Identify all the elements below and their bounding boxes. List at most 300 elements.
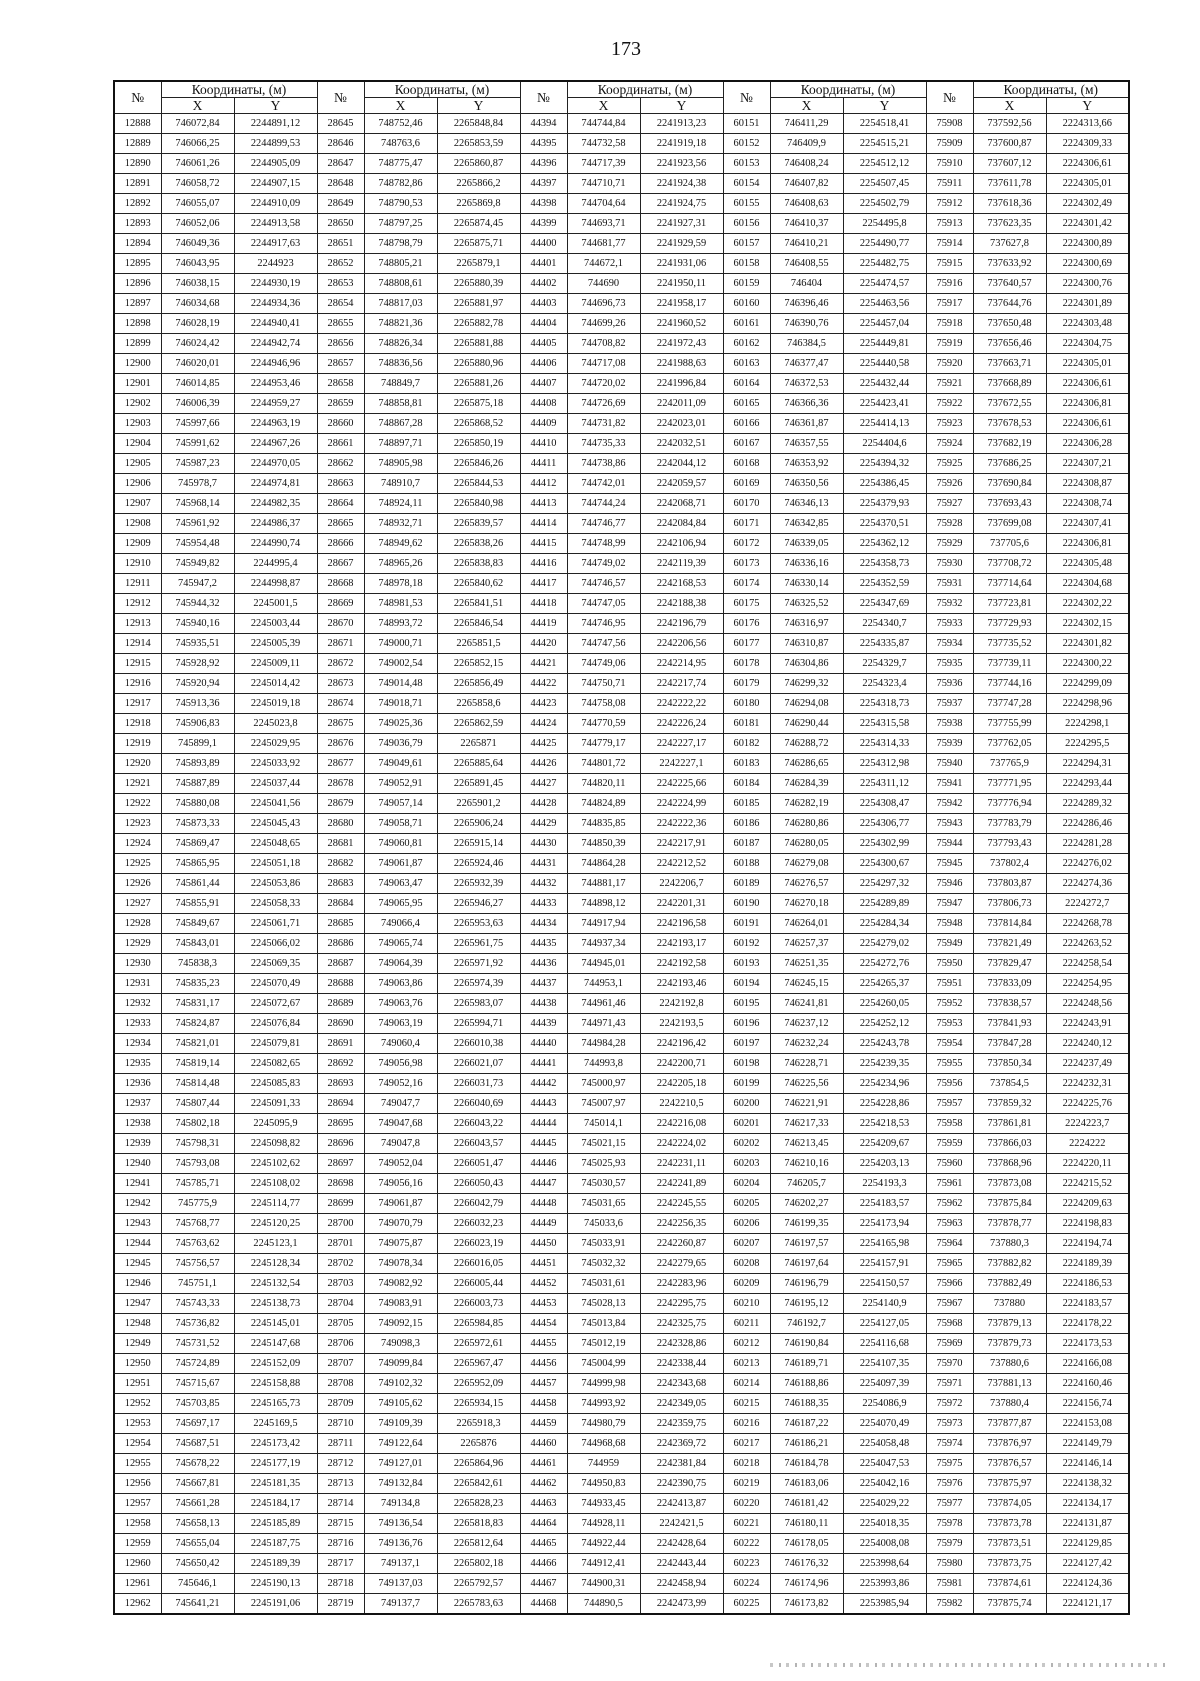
point-number-cell: 60183: [723, 754, 770, 774]
coord-y-cell: 2242200,71: [640, 1054, 723, 1074]
coord-y-cell: 2254127,05: [843, 1314, 926, 1334]
coord-y-cell: 2242428,64: [640, 1534, 723, 1554]
point-number-cell: 75960: [926, 1154, 973, 1174]
coord-y-cell: 2224302,15: [1046, 614, 1129, 634]
point-number-cell: 44420: [520, 634, 567, 654]
coord-y-cell: 2254284,34: [843, 914, 926, 934]
point-number-cell: 28676: [317, 734, 364, 754]
coord-y-cell: 2224146,14: [1046, 1454, 1129, 1474]
coord-x-cell: 746038,15: [161, 274, 234, 294]
coord-y-cell: 2241924,75: [640, 194, 723, 214]
coord-x-cell: 744984,28: [567, 1034, 640, 1054]
point-number-cell: 28681: [317, 834, 364, 854]
header-y: Y: [843, 98, 926, 114]
coord-y-cell: 2245120,25: [234, 1214, 317, 1234]
coord-y-cell: 2224232,31: [1046, 1074, 1129, 1094]
coord-y-cell: 2244913,58: [234, 214, 317, 234]
coord-x-cell: 749060,4: [364, 1034, 437, 1054]
coord-y-cell: 2224303,48: [1046, 314, 1129, 334]
coord-x-cell: 744881,17: [567, 874, 640, 894]
point-number-cell: 28653: [317, 274, 364, 294]
coord-x-cell: 745655,04: [161, 1534, 234, 1554]
coord-y-cell: 2224307,41: [1046, 514, 1129, 534]
coord-x-cell: 744999,98: [567, 1374, 640, 1394]
point-number-cell: 28651: [317, 234, 364, 254]
coord-x-cell: 749137,7: [364, 1594, 437, 1615]
coord-y-cell: 2265852,15: [437, 654, 520, 674]
coord-x-cell: 737723,81: [973, 594, 1046, 614]
coord-y-cell: 2254008,08: [843, 1534, 926, 1554]
coord-x-cell: 749056,16: [364, 1174, 437, 1194]
point-number-cell: 60174: [723, 574, 770, 594]
point-number-cell: 75929: [926, 534, 973, 554]
coord-x-cell: 745736,82: [161, 1314, 234, 1334]
coord-x-cell: 744717,08: [567, 354, 640, 374]
coord-x-cell: 744746,77: [567, 514, 640, 534]
coord-y-cell: 2224299,09: [1046, 674, 1129, 694]
coord-y-cell: 2224183,57: [1046, 1294, 1129, 1314]
point-number-cell: 12894: [114, 234, 161, 254]
coord-x-cell: 749063,47: [364, 874, 437, 894]
point-number-cell: 12941: [114, 1174, 161, 1194]
coord-x-cell: 745724,89: [161, 1354, 234, 1374]
point-number-cell: 44429: [520, 814, 567, 834]
coord-x-cell: 744820,11: [567, 774, 640, 794]
coord-y-cell: 2224281,28: [1046, 834, 1129, 854]
coord-y-cell: 2241996,84: [640, 374, 723, 394]
coord-y-cell: 2265972,61: [437, 1334, 520, 1354]
coord-x-cell: 737873,75: [973, 1554, 1046, 1574]
coord-y-cell: 2245079,81: [234, 1034, 317, 1054]
coord-x-cell: 746210,16: [770, 1154, 843, 1174]
table-row: [114, 1514, 1129, 1534]
coord-y-cell: 2224276,02: [1046, 854, 1129, 874]
coord-y-cell: 2265853,59: [437, 134, 520, 154]
point-number-cell: 44432: [520, 874, 567, 894]
coord-y-cell: 2245029,95: [234, 734, 317, 754]
header-row-axes: [114, 98, 1129, 114]
coord-x-cell: 746325,52: [770, 594, 843, 614]
point-number-cell: 75914: [926, 234, 973, 254]
point-number-cell: 75967: [926, 1294, 973, 1314]
point-number-cell: 60203: [723, 1154, 770, 1174]
coord-y-cell: 2224254,95: [1046, 974, 1129, 994]
coord-x-cell: 749056,98: [364, 1054, 437, 1074]
coord-y-cell: 2265871: [437, 734, 520, 754]
point-number-cell: 44450: [520, 1234, 567, 1254]
coord-y-cell: 2242196,42: [640, 1034, 723, 1054]
point-number-cell: 12912: [114, 594, 161, 614]
point-number-cell: 12950: [114, 1354, 161, 1374]
table-row: [114, 1074, 1129, 1094]
point-number-cell: 60209: [723, 1274, 770, 1294]
coord-x-cell: 746034,68: [161, 294, 234, 314]
coord-x-cell: 744922,44: [567, 1534, 640, 1554]
coord-x-cell: 737690,84: [973, 474, 1046, 494]
point-number-cell: 60161: [723, 314, 770, 334]
coord-x-cell: 745987,23: [161, 454, 234, 474]
coord-x-cell: 737640,57: [973, 274, 1046, 294]
point-number-cell: 44445: [520, 1134, 567, 1154]
point-number-cell: 60213: [723, 1354, 770, 1374]
point-number-cell: 60177: [723, 634, 770, 654]
coord-x-cell: 748775,47: [364, 154, 437, 174]
point-number-cell: 75938: [926, 714, 973, 734]
point-number-cell: 28715: [317, 1514, 364, 1534]
point-number-cell: 44411: [520, 454, 567, 474]
coord-x-cell: 749018,71: [364, 694, 437, 714]
coord-x-cell: 745028,13: [567, 1294, 640, 1314]
point-number-cell: 60176: [723, 614, 770, 634]
coord-y-cell: 2245095,9: [234, 1114, 317, 1134]
coord-x-cell: 746020,01: [161, 354, 234, 374]
coord-x-cell: 748798,79: [364, 234, 437, 254]
point-number-cell: 12954: [114, 1434, 161, 1454]
point-number-cell: 44425: [520, 734, 567, 754]
coord-x-cell: 746197,64: [770, 1254, 843, 1274]
coord-x-cell: 745991,62: [161, 434, 234, 454]
coord-y-cell: 2254379,93: [843, 494, 926, 514]
coord-x-cell: 737876,97: [973, 1434, 1046, 1454]
coord-y-cell: 2265876: [437, 1434, 520, 1454]
coord-x-cell: 749036,79: [364, 734, 437, 754]
point-number-cell: 12910: [114, 554, 161, 574]
coord-y-cell: 2254335,87: [843, 634, 926, 654]
point-number-cell: 44424: [520, 714, 567, 734]
coord-x-cell: 746043,95: [161, 254, 234, 274]
coord-x-cell: 744744,84: [567, 114, 640, 134]
point-number-cell: 28667: [317, 554, 364, 574]
point-number-cell: 28657: [317, 354, 364, 374]
point-number-cell: 75970: [926, 1354, 973, 1374]
point-number-cell: 75953: [926, 1014, 973, 1034]
coord-y-cell: 2265866,2: [437, 174, 520, 194]
coord-y-cell: 2265924,46: [437, 854, 520, 874]
point-number-cell: 75918: [926, 314, 973, 334]
coord-y-cell: 2224198,83: [1046, 1214, 1129, 1234]
coord-y-cell: 2244946,96: [234, 354, 317, 374]
point-number-cell: 60167: [723, 434, 770, 454]
coord-x-cell: 746339,05: [770, 534, 843, 554]
coord-y-cell: 2242343,68: [640, 1374, 723, 1394]
coord-y-cell: 2266032,23: [437, 1214, 520, 1234]
coord-x-cell: 737847,28: [973, 1034, 1046, 1054]
table-row: [114, 1534, 1129, 1554]
coord-y-cell: 2254474,57: [843, 274, 926, 294]
coord-x-cell: 746353,92: [770, 454, 843, 474]
point-number-cell: 44394: [520, 114, 567, 134]
coord-x-cell: 749063,86: [364, 974, 437, 994]
coord-y-cell: 2245184,17: [234, 1494, 317, 1514]
coord-y-cell: 2241931,06: [640, 254, 723, 274]
coord-y-cell: 2224240,12: [1046, 1034, 1129, 1054]
coord-x-cell: 744742,01: [567, 474, 640, 494]
point-number-cell: 75911: [926, 174, 973, 194]
coord-y-cell: 2254209,67: [843, 1134, 926, 1154]
coord-x-cell: 746178,05: [770, 1534, 843, 1554]
coord-x-cell: 744704,64: [567, 194, 640, 214]
coord-y-cell: 2245138,73: [234, 1294, 317, 1314]
coord-y-cell: 2254432,44: [843, 374, 926, 394]
coord-x-cell: 744864,28: [567, 854, 640, 874]
point-number-cell: 28660: [317, 414, 364, 434]
point-number-cell: 28669: [317, 594, 364, 614]
coord-x-cell: 749058,71: [364, 814, 437, 834]
coord-y-cell: 2241958,17: [640, 294, 723, 314]
coord-y-cell: 2224300,89: [1046, 234, 1129, 254]
point-number-cell: 12932: [114, 994, 161, 1014]
coord-y-cell: 2241924,38: [640, 174, 723, 194]
coord-y-cell: 2242192,58: [640, 954, 723, 974]
coord-x-cell: 746055,07: [161, 194, 234, 214]
coord-x-cell: 745763,62: [161, 1234, 234, 1254]
coord-x-cell: 745025,93: [567, 1154, 640, 1174]
point-number-cell: 28666: [317, 534, 364, 554]
coord-x-cell: 737714,64: [973, 574, 1046, 594]
coord-x-cell: 745641,21: [161, 1594, 234, 1615]
coord-y-cell: 2254203,13: [843, 1154, 926, 1174]
point-number-cell: 75966: [926, 1274, 973, 1294]
coord-x-cell: 745913,36: [161, 694, 234, 714]
coord-x-cell: 746188,86: [770, 1374, 843, 1394]
coord-y-cell: 2265953,63: [437, 914, 520, 934]
coord-y-cell: 2224149,79: [1046, 1434, 1129, 1454]
table-row: [114, 454, 1129, 474]
coord-y-cell: 2254502,79: [843, 194, 926, 214]
coord-x-cell: 748932,71: [364, 514, 437, 534]
coord-x-cell: 749122,64: [364, 1434, 437, 1454]
point-number-cell: 75947: [926, 894, 973, 914]
coord-x-cell: 749025,36: [364, 714, 437, 734]
table-row: [114, 754, 1129, 774]
table-row: [114, 1154, 1129, 1174]
point-number-cell: 75965: [926, 1254, 973, 1274]
point-number-cell: 60210: [723, 1294, 770, 1314]
point-number-cell: 28690: [317, 1014, 364, 1034]
coord-y-cell: 2265828,23: [437, 1494, 520, 1514]
coord-y-cell: 2265842,61: [437, 1474, 520, 1494]
coord-y-cell: 2242210,5: [640, 1094, 723, 1114]
coord-y-cell: 2265846,54: [437, 614, 520, 634]
coord-x-cell: 737882,82: [973, 1254, 1046, 1274]
coord-x-cell: 745849,67: [161, 914, 234, 934]
coord-x-cell: 745658,13: [161, 1514, 234, 1534]
coord-x-cell: 744747,05: [567, 594, 640, 614]
coord-x-cell: 744890,5: [567, 1594, 640, 1615]
point-number-cell: 60217: [723, 1434, 770, 1454]
point-number-cell: 75940: [926, 754, 973, 774]
coord-y-cell: 2254289,89: [843, 894, 926, 914]
coord-y-cell: 2245123,1: [234, 1234, 317, 1254]
table-row: [114, 614, 1129, 634]
coord-x-cell: 746049,36: [161, 234, 234, 254]
coord-y-cell: 2253993,86: [843, 1574, 926, 1594]
coord-y-cell: 2224263,52: [1046, 934, 1129, 954]
point-number-cell: 44419: [520, 614, 567, 634]
coord-x-cell: 737833,09: [973, 974, 1046, 994]
header-no: №: [317, 81, 364, 114]
point-number-cell: 44461: [520, 1454, 567, 1474]
point-number-cell: 60224: [723, 1574, 770, 1594]
coord-y-cell: 2242256,35: [640, 1214, 723, 1234]
point-number-cell: 60171: [723, 514, 770, 534]
coord-x-cell: 745880,08: [161, 794, 234, 814]
coord-x-cell: 745824,87: [161, 1014, 234, 1034]
coord-y-cell: 2242413,87: [640, 1494, 723, 1514]
point-number-cell: 12898: [114, 314, 161, 334]
coord-y-cell: 2265840,62: [437, 574, 520, 594]
point-number-cell: 12934: [114, 1034, 161, 1054]
point-number-cell: 60222: [723, 1534, 770, 1554]
coord-x-cell: 748805,21: [364, 254, 437, 274]
coord-x-cell: 749052,04: [364, 1154, 437, 1174]
coord-y-cell: 2265984,85: [437, 1314, 520, 1334]
point-number-cell: 75930: [926, 554, 973, 574]
table-row: [114, 254, 1129, 274]
point-number-cell: 60204: [723, 1174, 770, 1194]
point-number-cell: 28662: [317, 454, 364, 474]
point-number-cell: 75921: [926, 374, 973, 394]
coord-x-cell: 737699,08: [973, 514, 1046, 534]
coord-y-cell: 2244891,12: [234, 114, 317, 134]
coord-x-cell: 744971,43: [567, 1014, 640, 1034]
coord-y-cell: 2242381,84: [640, 1454, 723, 1474]
point-number-cell: 12889: [114, 134, 161, 154]
coord-y-cell: 2254302,99: [843, 834, 926, 854]
coord-y-cell: 2245169,5: [234, 1414, 317, 1434]
point-number-cell: 28679: [317, 794, 364, 814]
point-number-cell: 75964: [926, 1234, 973, 1254]
point-number-cell: 28713: [317, 1474, 364, 1494]
coord-x-cell: 746346,13: [770, 494, 843, 514]
coord-y-cell: 2224308,74: [1046, 494, 1129, 514]
point-number-cell: 60154: [723, 174, 770, 194]
point-number-cell: 44406: [520, 354, 567, 374]
coord-y-cell: 2254463,56: [843, 294, 926, 314]
coord-x-cell: 745802,18: [161, 1114, 234, 1134]
coord-x-cell: 749047,7: [364, 1094, 437, 1114]
point-number-cell: 75981: [926, 1574, 973, 1594]
coord-y-cell: 2254347,69: [843, 594, 926, 614]
coord-x-cell: 746279,08: [770, 854, 843, 874]
coord-y-cell: 2245066,02: [234, 934, 317, 954]
point-number-cell: 60156: [723, 214, 770, 234]
point-number-cell: 75922: [926, 394, 973, 414]
coord-x-cell: 744750,71: [567, 674, 640, 694]
point-number-cell: 28672: [317, 654, 364, 674]
coord-y-cell: 2245014,42: [234, 674, 317, 694]
point-number-cell: 12940: [114, 1154, 161, 1174]
coord-y-cell: 2242196,58: [640, 914, 723, 934]
point-number-cell: 75961: [926, 1174, 973, 1194]
coord-y-cell: 2266021,07: [437, 1054, 520, 1074]
coord-x-cell: 746251,35: [770, 954, 843, 974]
coord-x-cell: 744779,17: [567, 734, 640, 754]
coord-x-cell: 749102,32: [364, 1374, 437, 1394]
coord-y-cell: 2254070,49: [843, 1414, 926, 1434]
point-number-cell: 28671: [317, 634, 364, 654]
coord-x-cell: 748797,25: [364, 214, 437, 234]
coord-y-cell: 2224306,81: [1046, 534, 1129, 554]
point-number-cell: 75945: [926, 854, 973, 874]
coord-x-cell: 737650,48: [973, 314, 1046, 334]
coord-x-cell: 749099,84: [364, 1354, 437, 1374]
coord-y-cell: 2245003,44: [234, 614, 317, 634]
point-number-cell: 28648: [317, 174, 364, 194]
point-number-cell: 28714: [317, 1494, 364, 1514]
table-row: [114, 274, 1129, 294]
coord-x-cell: 737873,78: [973, 1514, 1046, 1534]
coord-x-cell: 749064,39: [364, 954, 437, 974]
coord-y-cell: 2265881,88: [437, 334, 520, 354]
coord-x-cell: 744945,01: [567, 954, 640, 974]
point-number-cell: 44398: [520, 194, 567, 214]
header-coords: Координаты, (м): [161, 81, 317, 98]
coord-y-cell: 2241929,59: [640, 234, 723, 254]
coord-y-cell: 2245053,86: [234, 874, 317, 894]
point-number-cell: 60191: [723, 914, 770, 934]
coord-y-cell: 2254423,41: [843, 394, 926, 414]
point-number-cell: 60160: [723, 294, 770, 314]
point-number-cell: 75913: [926, 214, 973, 234]
coord-x-cell: 744758,08: [567, 694, 640, 714]
table-row: [114, 474, 1129, 494]
coord-x-cell: 746184,78: [770, 1454, 843, 1474]
point-number-cell: 60185: [723, 794, 770, 814]
coord-x-cell: 737755,99: [973, 714, 1046, 734]
point-number-cell: 44460: [520, 1434, 567, 1454]
coord-y-cell: 2224209,63: [1046, 1194, 1129, 1214]
coord-y-cell: 2265838,26: [437, 534, 520, 554]
point-number-cell: 44430: [520, 834, 567, 854]
coord-x-cell: 745944,32: [161, 594, 234, 614]
coord-x-cell: 737874,05: [973, 1494, 1046, 1514]
coord-y-cell: 2254029,22: [843, 1494, 926, 1514]
coord-y-cell: 2245033,92: [234, 754, 317, 774]
point-number-cell: 44467: [520, 1574, 567, 1594]
point-number-cell: 28656: [317, 334, 364, 354]
point-number-cell: 12953: [114, 1414, 161, 1434]
coord-y-cell: 2254047,53: [843, 1454, 926, 1474]
point-number-cell: 60180: [723, 694, 770, 714]
point-number-cell: 12928: [114, 914, 161, 934]
point-number-cell: 28655: [317, 314, 364, 334]
coord-y-cell: 2265874,45: [437, 214, 520, 234]
coord-y-cell: 2242227,1: [640, 754, 723, 774]
coord-y-cell: 2265881,26: [437, 374, 520, 394]
coord-x-cell: 737875,74: [973, 1594, 1046, 1615]
point-number-cell: 75954: [926, 1034, 973, 1054]
coord-y-cell: 2265856,49: [437, 674, 520, 694]
coord-y-cell: 2242369,72: [640, 1434, 723, 1454]
point-number-cell: 75912: [926, 194, 973, 214]
point-number-cell: 75908: [926, 114, 973, 134]
coord-y-cell: 2266031,73: [437, 1074, 520, 1094]
table-row: [114, 214, 1129, 234]
point-number-cell: 75968: [926, 1314, 973, 1334]
coord-y-cell: 2245009,11: [234, 654, 317, 674]
table-row: [114, 574, 1129, 594]
coord-x-cell: 746024,42: [161, 334, 234, 354]
point-number-cell: 75958: [926, 1114, 973, 1134]
header-y: Y: [640, 98, 723, 114]
coord-x-cell: 746384,5: [770, 334, 843, 354]
point-number-cell: 44402: [520, 274, 567, 294]
point-number-cell: 28687: [317, 954, 364, 974]
point-number-cell: 60173: [723, 554, 770, 574]
point-number-cell: 12919: [114, 734, 161, 754]
coord-x-cell: 748910,7: [364, 474, 437, 494]
